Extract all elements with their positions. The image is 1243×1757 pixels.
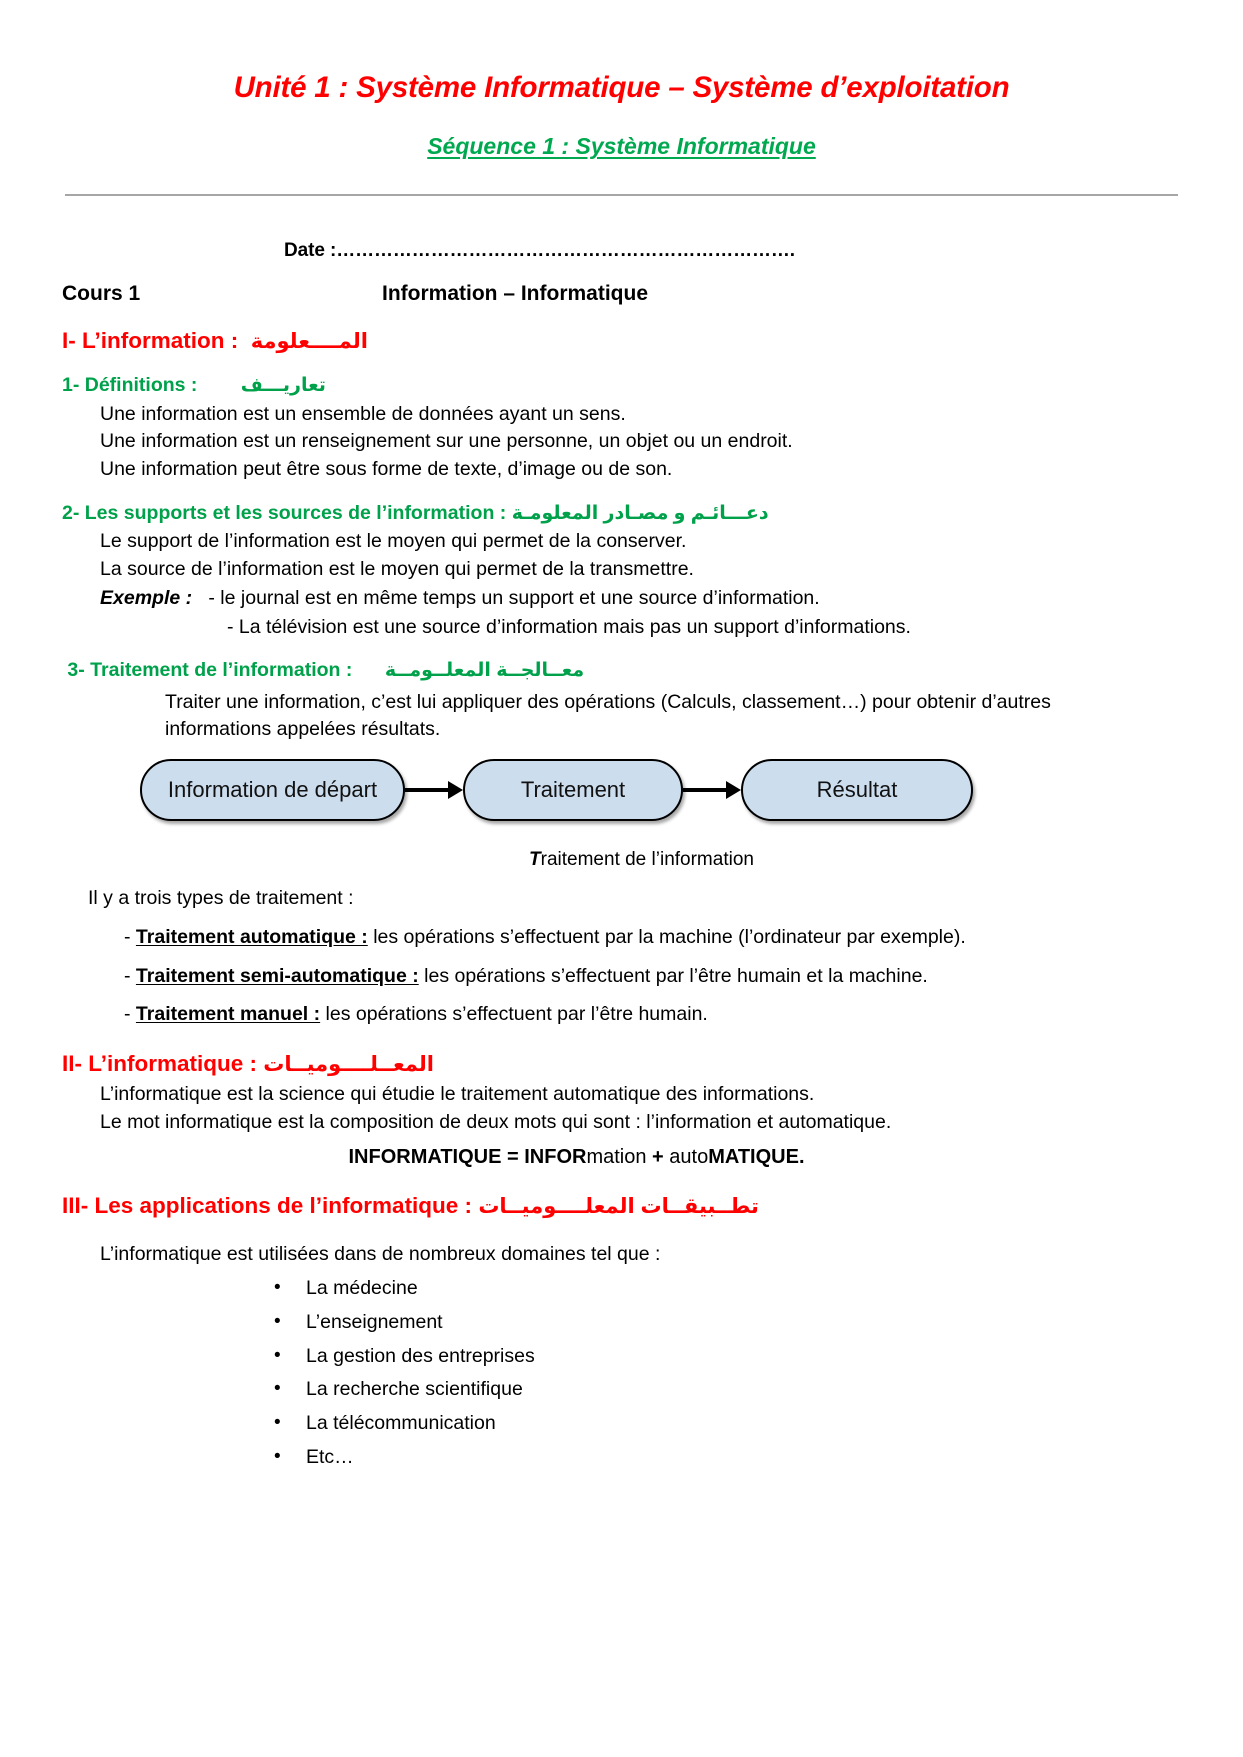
flow-caption-lead: T — [529, 848, 541, 870]
section-heading-informatique-ar: المعــلــــوميــات — [263, 1053, 434, 1076]
type-dash: - — [124, 925, 136, 948]
document-title: Unité 1 : Système Informatique – Système d’exploitation — [233, 71, 1010, 104]
definition-line: Une information peut être sous forme de texte, d’image ou de son. — [100, 458, 673, 480]
flow-box-traitement: Traitement — [463, 759, 683, 821]
formula-part-informatique: INFORMATIQUE — [348, 1145, 502, 1168]
list-item: • Etc… — [274, 1445, 1181, 1471]
subsection-heading-traitement-fr: 3- Traitement de l’information : — [62, 659, 385, 682]
formula-part-mation: mation — [586, 1145, 647, 1168]
list-item: • La recherche scientifique — [274, 1377, 1181, 1403]
subsection-heading-traitement — [62, 658, 1181, 683]
section-heading-information — [62, 327, 1181, 355]
course-header-row — [62, 280, 1181, 308]
type-term: Traitement automatique : — [135, 925, 368, 948]
document-body — [0, 238, 1243, 1471]
subsection-heading-supports-sources — [62, 501, 1181, 526]
section-heading-applications-fr: III- Les applications de l’informatique : — [62, 1193, 479, 1219]
list-item: • La médecine — [274, 1276, 1181, 1302]
header-divider — [65, 194, 1178, 196]
document-subtitle: Séquence 1 : Système Informatique — [427, 133, 816, 160]
subsection-heading-definitions — [62, 373, 1181, 398]
subsection-heading-definitions-ar: تعاريـــف — [240, 374, 326, 396]
source-definition-line: La source de l’information est le moyen qui permet de la transmettre. — [100, 558, 694, 581]
traitement-flow-diagram — [140, 759, 1040, 821]
definition-line: Une information est un ensemble de données ayant un sens. — [100, 402, 626, 425]
applications-intro: L’informatique est utilisées dans de nombreux domaines tel que : — [100, 1243, 661, 1266]
flow-box-information-depart: Information de départ — [140, 759, 405, 821]
type-item-semi-automatique — [124, 964, 1181, 990]
formula-part-matique: MATIQUE. — [708, 1145, 805, 1168]
section-heading-applications — [62, 1192, 1181, 1220]
flow-box-resultat: Résultat — [741, 759, 973, 821]
course-topic-label: Information – Informatique — [382, 281, 649, 305]
type-item-automatique — [124, 925, 1181, 951]
traitement-paragraph: Traiter une information, c’est lui appliquer des opérations (Calculs, classement…) pour obtenir d’autres informations appelées résultats. — [165, 691, 1051, 741]
formula-part-auto: auto — [669, 1145, 709, 1168]
subsection-heading-supports-sources-ar: دعـــائـم و مصـادر المعلومـة — [511, 502, 769, 524]
example-line-2: - La télévision est une source d’information mais pas un support d’informations. — [227, 615, 911, 638]
list-item: • La gestion des entreprises — [274, 1344, 1181, 1370]
type-description: les opérations s’effectuent par l’être humain et la machine. — [418, 964, 928, 987]
type-term: Traitement manuel : — [135, 1003, 321, 1026]
informatique-line: L’informatique est la science qui étudie le traitement automatique des informations. — [100, 1083, 815, 1106]
type-dash: - — [124, 1003, 136, 1026]
flow-caption-rest: raitement de l’information — [540, 848, 754, 870]
type-description: les opérations s’effectuent par la machine (l’ordinateur par exemple). — [367, 925, 966, 948]
type-dash: - — [124, 964, 136, 987]
definition-line: Une information est un renseignement sur une personne, un objet ou un endroit. — [100, 430, 793, 453]
course-number-label: Cours 1 — [62, 281, 141, 305]
flow-arrow-icon — [405, 783, 463, 797]
formula-equals: = — [501, 1145, 525, 1168]
informatique-formula — [62, 1144, 1181, 1170]
example-label: Exemple : — [100, 586, 198, 609]
section-heading-informatique-fr: II- L’informatique : — [62, 1051, 264, 1076]
date-field[interactable]: Date :………………………………………………………………. — [284, 239, 795, 261]
support-definition-line: Le support de l’information est le moyen qui permet de la conserver. — [100, 530, 687, 553]
formula-plus: + — [646, 1145, 670, 1168]
section-heading-information-ar: المــــعلومة — [250, 329, 368, 353]
type-term: Traitement semi-automatique : — [135, 964, 419, 987]
section-heading-informatique — [62, 1050, 1181, 1078]
flow-arrow-icon — [683, 783, 741, 797]
type-item-manuel — [124, 1002, 1181, 1028]
applications-list — [62, 1276, 1181, 1470]
formula-part-infor: INFOR — [524, 1145, 587, 1168]
section-heading-information-fr: I- L’information : — [62, 327, 251, 353]
example-line-1: - le journal est en même temps un support et une source d’information. — [197, 586, 820, 609]
subsection-heading-supports-sources-fr: 2- Les supports et les sources de l’information : — [62, 501, 512, 524]
section-heading-applications-ar: تطــبيقــات المعلــــوميــات — [478, 1195, 759, 1219]
list-item: • L’enseignement — [274, 1310, 1181, 1336]
example-row — [100, 586, 1181, 612]
informatique-line: Le mot informatique est la composition de deux mots qui sont : l’information et automatique. — [100, 1110, 892, 1133]
subsection-heading-definitions-fr: 1- Définitions : — [62, 373, 241, 396]
types-intro-text: Il y a trois types de traitement : — [88, 887, 354, 910]
flow-diagram-caption — [62, 847, 1181, 872]
subsection-heading-traitement-ar: معــالجــة المعلــومــة — [384, 660, 585, 682]
list-item: • La télécommunication — [274, 1411, 1181, 1437]
type-description: les opérations s’effectuent par l’être humain. — [320, 1003, 708, 1026]
